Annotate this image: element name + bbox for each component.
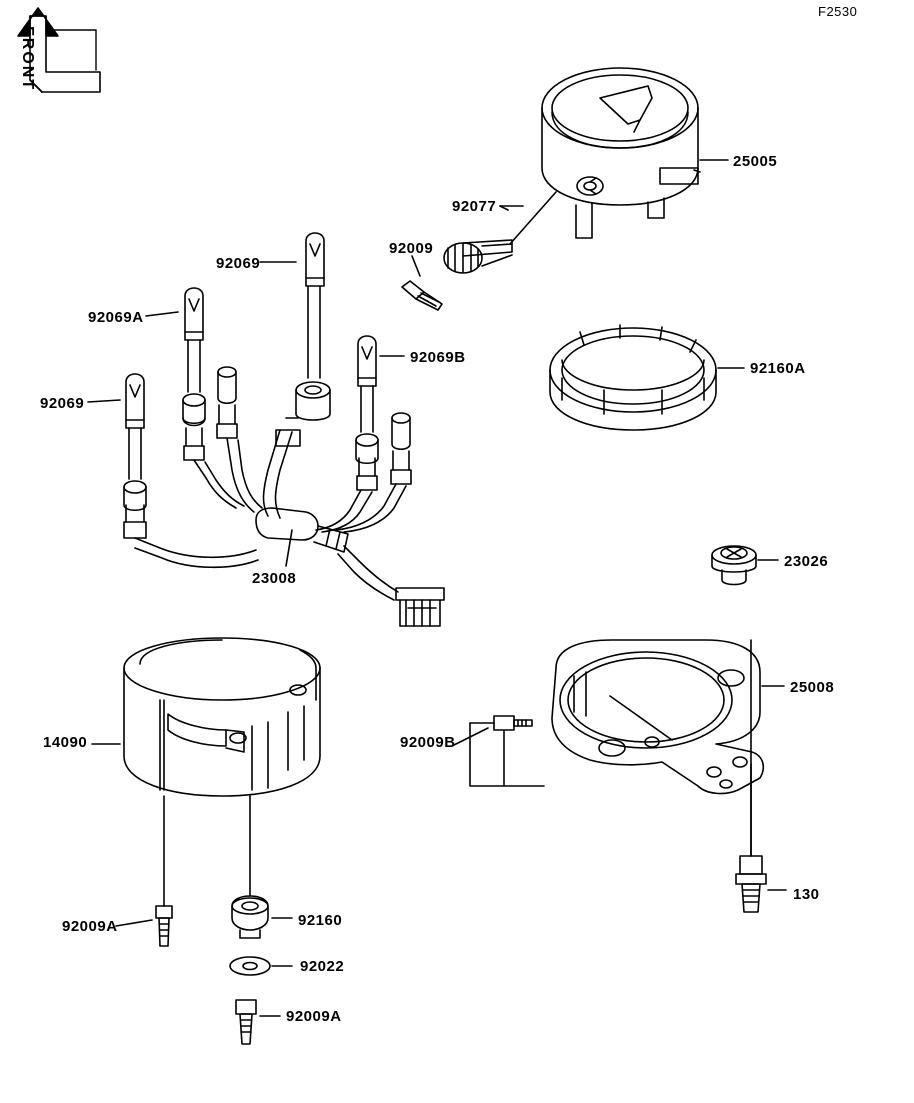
leader-92009B-1 — [470, 723, 544, 786]
part-label-25005: 25005 — [733, 153, 778, 170]
part-label-92022: 92022 — [300, 958, 345, 975]
knob-trip-meter-shape — [444, 240, 512, 273]
part-label-92009A: 92009A — [62, 918, 118, 935]
part-label-130: 130 — [793, 886, 820, 903]
part-label-92009: 92009 — [389, 240, 434, 257]
cover-meter-case-shape — [124, 638, 320, 796]
part-label-92009A-lower: 92009A — [286, 1008, 342, 1025]
part-label-92160A: 92160A — [750, 360, 806, 377]
part-label-23026: 23026 — [784, 553, 829, 570]
part-label-92077: 92077 — [452, 198, 497, 215]
part-label-92069: 92069 — [216, 255, 261, 272]
part-label-92069-lower: 92069 — [40, 395, 85, 412]
speedometer-assembly-shape — [542, 68, 700, 238]
part-label-92069A: 92069A — [88, 309, 144, 326]
washer-shape — [230, 957, 270, 975]
leader-23008 — [286, 530, 292, 566]
part-label-23008: 23008 — [252, 570, 297, 587]
screw-bracket-shape — [470, 716, 532, 730]
leader-92077-to-meter — [510, 192, 556, 244]
part-label-92160: 92160 — [298, 912, 343, 929]
screw-case-left-shape — [156, 796, 172, 946]
part-label-14090: 14090 — [43, 734, 88, 751]
damper-ring-shape — [550, 325, 716, 430]
lamp-assembly-shape — [712, 546, 756, 585]
damper-shape — [232, 796, 268, 938]
part-label-25008: 25008 — [790, 679, 835, 696]
figure-code: F2530 — [818, 4, 858, 19]
part-label-92069B: 92069B — [410, 349, 466, 366]
part-label-92009B: 92009B — [400, 734, 456, 751]
screw-case-lower-shape — [236, 1000, 256, 1044]
leader-92069-lower — [88, 400, 120, 402]
socket-assembly-shape — [124, 233, 444, 626]
screw-small-shape — [402, 281, 442, 310]
front-marker-label: FRONT — [19, 26, 36, 92]
leader-92009 — [412, 256, 420, 276]
bracket-meter-shape — [552, 640, 763, 793]
leader-92009A-left — [116, 920, 152, 926]
leader-92069A — [146, 312, 178, 316]
